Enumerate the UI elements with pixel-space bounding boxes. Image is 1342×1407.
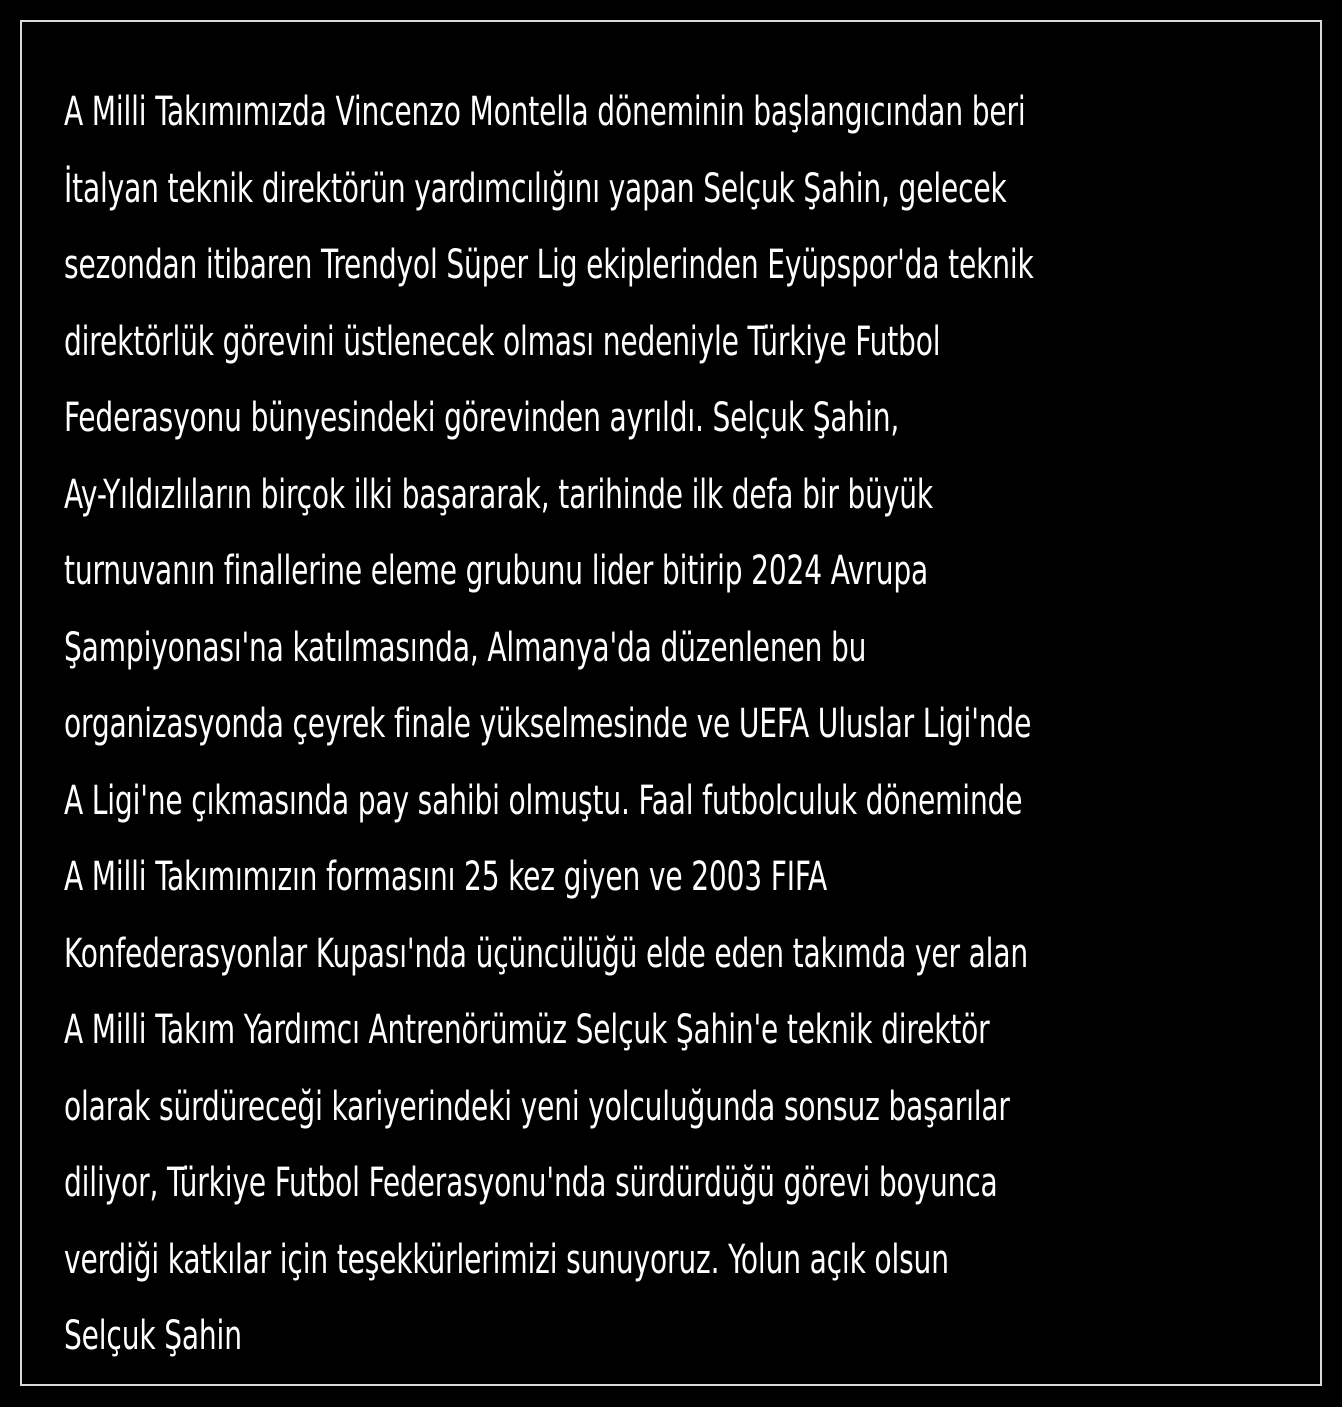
text-line: A Milli Takım Yardımcı Antrenörümüz Selçuk Şahin'e teknik direktör xyxy=(64,1007,990,1053)
text-line: A Milli Takımımızın formasını 25 kez giyen ve 2003 FIFA xyxy=(64,854,828,900)
signature-line: Selçuk Şahin xyxy=(64,1313,242,1359)
text-line: direktörlük görevini üstlenecek olması nedeniyle Türkiye Futbol xyxy=(64,318,941,365)
text-line: Şampiyonası'na katılmasında, Almanya'da düzenlenen bu xyxy=(64,624,867,671)
text-line: Federasyonu bünyesindeki görevinden ayrıldı. Selçuk Şahin, xyxy=(64,395,900,441)
text-line: turnuvanın finallerine eleme grubunu lider bitirip 2024 Avrupa xyxy=(64,548,929,594)
text-line: İtalyan teknik direktörün yardımcılığını yapan Selçuk Şahin, gelecek xyxy=(64,165,1007,212)
text-line: A Milli Takımımızda Vincenzo Montella döneminin başlangıcından beri xyxy=(64,89,1026,135)
text-line: organizasyonda çeyrek finale yükselmesinde ve UEFA Uluslar Ligi'nde xyxy=(64,701,1032,747)
text-line: verdiği katkılar için teşekkürlerimizi sunuyoruz. Yolun açık olsun xyxy=(64,1236,949,1283)
text-line: olarak sürdüreceği kariyerindeki yeni yolculuğunda sonsuz başarılar xyxy=(64,1083,1010,1130)
text-line: Konfederasyonlar Kupası'nda üçüncülüğü elde eden takımda yer alan xyxy=(64,930,1029,977)
announcement-frame xyxy=(20,20,1322,1386)
text-line: A Ligi'ne çıkmasında pay sahibi olmuştu. Faal futbolculuk döneminde xyxy=(64,777,1023,824)
announcement-text xyxy=(64,74,1304,1375)
text-line: diliyor, Türkiye Futbol Federasyonu'nda sürdürdüğü görevi boyunca xyxy=(64,1160,998,1206)
text-line: sezondan itibaren Trendyol Süper Lig ekiplerinden Eyüpspor'da teknik xyxy=(64,242,1034,288)
text-line: Ay-Yıldızlıların birçok ilki başararak, tarihinde ilk defa bir büyük xyxy=(64,471,934,518)
